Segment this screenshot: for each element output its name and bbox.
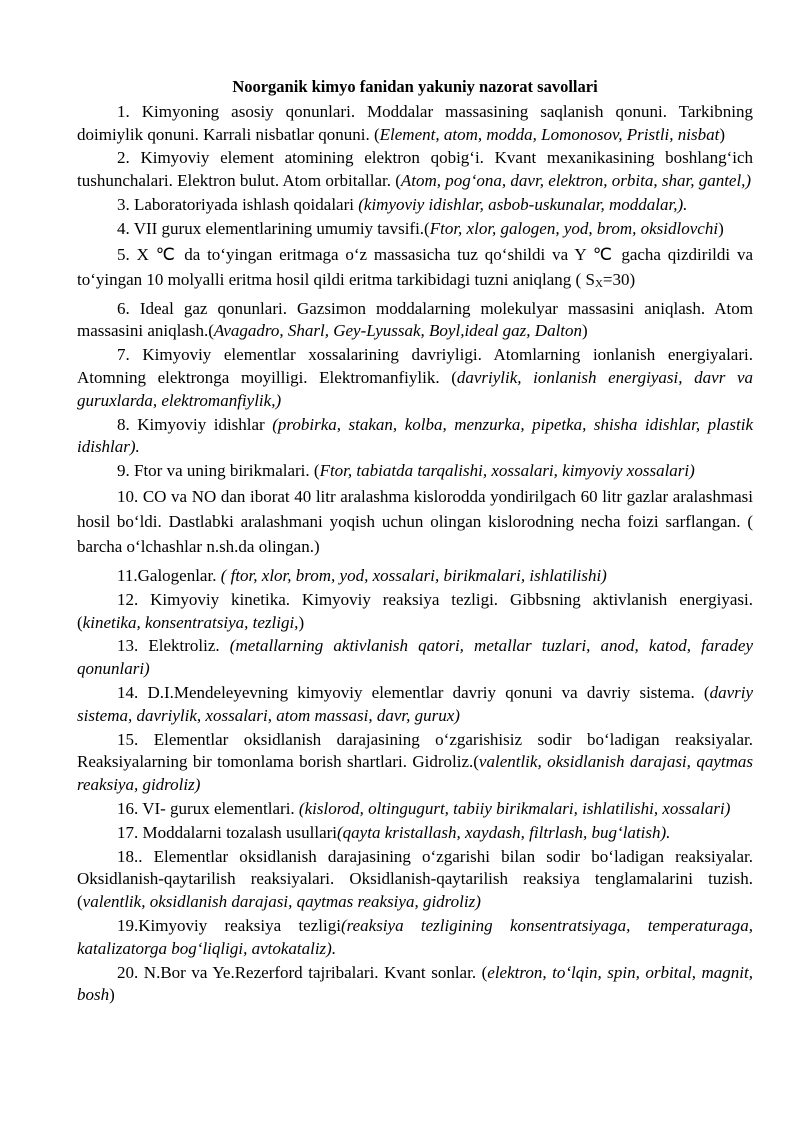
question-9: 9. Ftor va uning birikmalari. (Ftor, tabiatda tarqalishi, xossalari, kimyoviy xossalari) <box>117 461 695 481</box>
question-4: 4. VII gurux elementlarining umumiy tavsifi.(Ftor, xlor, galogen, yod, brom, oksidlovchi) <box>117 218 724 238</box>
page-title: Noorganik kimyo fanidan yakuniy nazorat savollari <box>232 77 598 96</box>
question-17: 17. Moddalarni tozalash usullari(qayta kristallash, xaydash, filtrlash, bug‘latish). <box>117 822 671 842</box>
question-14: 14. D.I.Mendeleyevning kimyoviy elementlar davriy qonuni va davriy sistema. (davriy sistema, davriylik, xossalari, atom massasi, davr, gurux) <box>77 682 753 725</box>
question-5: 5. X ℃ da to‘yingan eritmaga o‘z massasicha tuz qo‘shildi va Y ℃ gacha qizdirildi va to‘yingan 10 molyalli eritma hosil qildi eritma tarkibidagi tuzni aniqlang ( $S_X=30$) <box>77 244 753 290</box>
question-16: 16. VI- gurux elementlari. (kislorod, oltingugurt, tabiiy birikmalari, ishlatilishi, xossalari) <box>117 798 731 818</box>
document-page <box>77 76 753 1008</box>
question-2: 2. Kimyoviy element atomining elektron qobig‘i. Kvant mexanikasining boshlang‘ich tushunchalari. Elektron bulut. Atom orbitallar. (Atom, pog‘ona, davr, elektron, orbita, shar, gantel,) <box>77 148 753 191</box>
question-19: 19.Kimyoviy reaksiya tezligi(reaksiya tezligining konsentratsiyaga, temperaturaga, katalizatorga bog‘liqligi, avtokataliz). <box>77 915 753 958</box>
question-20: 20. N.Bor va Ye.Rezerford tajribalari. Kvant sonlar. (elektron, to‘lqin, spin, orbital, magnit, bosh) <box>77 962 753 1005</box>
question-3: 3. Laboratoriyada ishlash qoidalari (kimyoviy idishlar, asbob-uskunalar, moddalar,). <box>117 194 688 214</box>
question-7: 7. Kimyoviy elementlar xossalarining davriyligi. Atomlarning ionlanish energiyalari. Atomning elektronga moyilligi. Elektromanfiylik. (davriylik, ionlanish energiyasi, davr va guruxlarda, elektromanfiylik,) <box>77 345 753 410</box>
question-18: 18.. Elementlar oksidlanish darajasining o‘zgarishi bilan sodir bo‘ladigan reaksiyalar. Oksidlanish-qaytarilish reaksiyalari. Oksidlanish-qaytarilish reaksiya tenglamalarini tuzish. (valentlik, oksidlanish darajasi, qaytmas reaksiya, gidroliz) <box>77 846 753 912</box>
question-6: 6. Ideal gaz qonunlari. Gazsimon moddalarning molekulyar massasini aniqlash. Atom massasini aniqlash.(Avagadro, Sharl, Gey-Lyussak, Boyl,ideal gaz, Dalton) <box>77 298 753 341</box>
question-8: 8. Kimyoviy idishlar (probirka, stakan, kolba, menzurka, pipetka, shisha idishlar, plastik idishlar). <box>77 414 753 457</box>
question-13: 13. Elektroliz. (metallarning aktivlanish qatori, metallar tuzlari, anod, katod, faradey qonunlari) <box>77 636 754 679</box>
question-15: 15. Elementlar oksidlanish darajasining o‘zgarishisiz sodir bo‘ladigan reaksiyalar. Reaksiyalarning bir tomonlama borish shartlari. Gidroliz.(valentlik, oksidlanish darajasi, qaytmas reaksiya, gidroliz) <box>77 729 753 795</box>
question-11: 11.Galogenlar. ( ftor, xlor, brom, yod, xossalari, birikmalari, ishlatilishi) <box>117 565 607 585</box>
question-12: 12. Kimyoviy kinetika. Kimyoviy reaksiya tezligi. Gibbsning aktivlanish energiyasi. (kinetika, konsentratsiya, tezligi,) <box>77 589 753 632</box>
question-10: 10. CO va NO dan iborat 40 litr aralashma kislorodda yondirilgach 60 litr gazlar aralashmasi hosil bo‘ldi. Dastlabki aralashmani yoqish uchun olingan kislorodning necha foizi sarflangan. ( barcha o‘lchashlar n.sh.da olingan.) <box>77 486 753 556</box>
question-1: 1. Kimyoning asosiy qonunlari. Moddalar massasining saqlanish qonuni. Tarkibning doimiylik qonuni. Karrali nisbatlar qonuni. (Element, atom, modda, Lomonosov, Pristli, nisbat) <box>77 101 753 144</box>
